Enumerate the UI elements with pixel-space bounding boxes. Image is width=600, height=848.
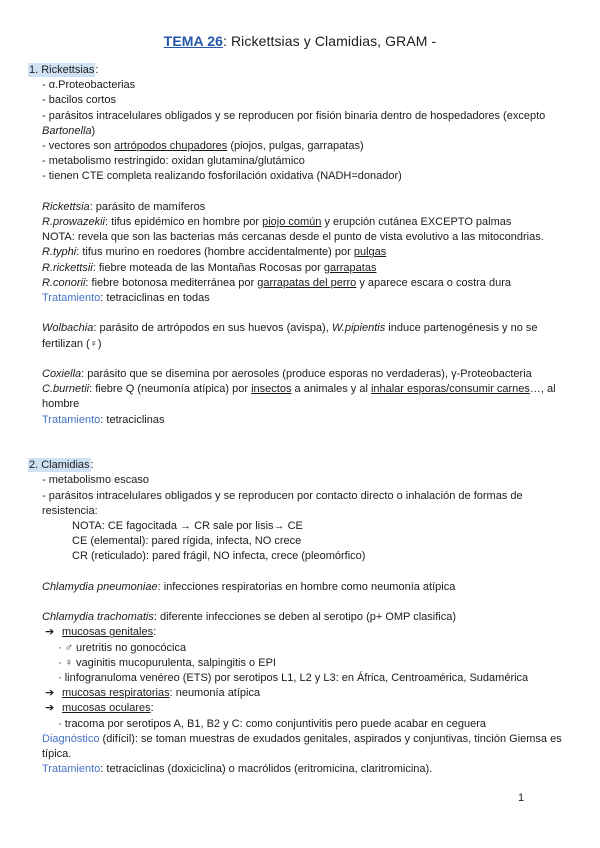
text-segment: : parásito de artrópodos en sus huevos (avispa), — [93, 322, 332, 335]
section-heading-rickettsias — [28, 63, 574, 78]
text-line — [28, 686, 574, 701]
text-segment: : tifus murino en roedores (hombre accidentalmente) por — [76, 246, 354, 259]
diagnosis-line — [28, 732, 574, 762]
text-segment: mucosas oculares — [62, 702, 151, 715]
text-segment: garrapatas del perro — [257, 276, 357, 289]
page-title — [0, 0, 600, 49]
text-segment: : neumonía atípica — [169, 687, 261, 700]
arrow-bullet-icon: ➔ — [45, 626, 55, 639]
text-line — [28, 701, 574, 716]
text-line — [28, 641, 574, 656]
text-segment: Chlamydia pneumoniae — [42, 580, 158, 593]
text-line — [28, 610, 574, 625]
page-number: 1 — [518, 792, 525, 804]
arrow-bullet-icon: ➔ — [45, 702, 55, 715]
text-segment: · ♂ uretritis no gonocócica — [58, 641, 187, 654]
blank-line — [28, 428, 574, 443]
text-line — [28, 519, 574, 534]
text-line — [28, 717, 574, 732]
text-segment: - parásitos intracelulares obligados y se reproducen por contacto directo o inhalación de formas de resistencia: — [42, 489, 526, 517]
text-segment: Tratamiento — [42, 763, 101, 776]
text-segment: CE (elemental): pared rígida, infecta, NO crece — [72, 535, 302, 548]
text-line — [28, 489, 574, 519]
text-segment: mucosas genitales — [62, 626, 154, 639]
text-segment: - bacilos cortos — [42, 94, 116, 107]
blank-line — [28, 352, 574, 367]
text-line — [28, 169, 574, 184]
text-segment: : tetraciclinas (doxiciclina) o macrólidos (eritromicina, claritromicina). — [100, 763, 433, 776]
document-body — [0, 49, 600, 777]
text-segment: · linfogranuloma venéreo (ETS) por serotipos L1, L2 y L3: en África, Centroamérica, Sudamérica — [58, 672, 529, 685]
blank-line — [28, 185, 574, 200]
text-segment: : fiebre botonosa mediterránea por — [85, 276, 258, 289]
text-segment: - α.Proteobacterias — [42, 79, 136, 92]
text-segment: : parásito que se disemina por aerosoles (produce esporas no verdaderas), γ-Proteobacteria — [81, 368, 532, 381]
text-segment: R.typhi — [42, 246, 77, 259]
text-segment: 1. Rickettsias — [29, 64, 95, 76]
text-segment: insectos — [251, 383, 292, 396]
text-segment: NOTA: revela que son las bacterias más cercanas desde el punto de vista evolutivo a las mitocondrias. — [42, 231, 544, 244]
text-segment: a animales y al — [291, 383, 371, 396]
text-segment: piojo común — [262, 216, 322, 229]
text-line — [28, 154, 574, 169]
text-line — [28, 230, 574, 245]
text-line — [28, 78, 574, 93]
text-segment: : parásito de mamíferos — [89, 200, 206, 213]
text-segment: CR (reticulado): pared frágil, NO infecta, crece (pleomórfico) — [72, 550, 366, 563]
treatment-line — [28, 762, 574, 777]
text-segment: : tetraciclinas — [100, 413, 165, 426]
text-line — [28, 321, 574, 351]
text-segment: mucosas respiratorias — [62, 687, 170, 700]
text-line — [28, 93, 574, 108]
text-line — [28, 276, 574, 291]
text-segment: : diferente infecciones se deben al serotipo (p+ OMP clasifica) — [153, 611, 457, 624]
text-segment: - vectores son — [42, 140, 115, 153]
text-line — [28, 200, 574, 215]
text-segment: : fiebre Q (neumonía atípica) por — [89, 383, 252, 396]
text-segment: Tratamiento — [42, 292, 101, 305]
text-line — [28, 473, 574, 488]
text-segment: : tifus epidémico en hombre por — [104, 216, 263, 229]
text-segment: artrópodos chupadores — [114, 140, 228, 153]
blank-line — [28, 595, 574, 610]
text-segment: 2. Clamidias — [29, 459, 90, 472]
text-segment: garrapatas — [323, 261, 377, 274]
text-line — [28, 580, 574, 595]
text-segment: NOTA: CE fagocitada → CR sale por lisis→ CE — [72, 520, 303, 533]
text-segment: y erupción cutánea EXCEPTO palmas — [321, 216, 512, 229]
text-segment: y aparece escara o costra dura — [356, 276, 511, 289]
text-segment: : infecciones respiratorias en hombre como neumonía atípica — [157, 580, 456, 593]
text-segment: pulgas — [353, 246, 387, 259]
text-segment: : — [95, 64, 99, 76]
text-segment: : fiebre moteada de las Montañas Rocosas por — [92, 261, 324, 274]
text-segment: · ♀ vaginitis mucopurulenta, salpingitis o EPI — [58, 656, 276, 669]
text-line — [28, 656, 574, 671]
text-segment: ) — [91, 124, 96, 137]
text-line — [28, 367, 574, 382]
text-segment: : tetraciclinas en todas — [100, 292, 210, 305]
blank-line — [28, 565, 574, 580]
text-segment: induce partenogénesis y no se fertilizan (♀) — [42, 322, 541, 350]
arrow-bullet-icon: ➔ — [45, 687, 55, 700]
text-segment: (piojos, pulgas, garrapatas) — [227, 140, 364, 153]
text-segment: …, al hombre — [42, 383, 559, 411]
text-line — [28, 261, 574, 276]
text-segment: Coxiella — [42, 368, 82, 381]
text-line — [28, 215, 574, 230]
treatment-line — [28, 291, 574, 306]
text-segment: Rickettsia — [42, 200, 90, 213]
text-segment: C.burnetii — [42, 383, 90, 396]
text-segment: : — [153, 626, 157, 639]
blank-line — [28, 443, 574, 458]
text-segment: - metabolismo escaso — [42, 474, 149, 487]
text-segment: - parásitos intracelulares obligados y se reproducen por fisión binaria dentro de hospedadores (excepto — [42, 109, 549, 122]
text-line — [28, 245, 574, 260]
text-segment: Chlamydia trachomatis — [42, 611, 154, 624]
text-segment: : — [150, 702, 154, 715]
text-segment: Wolbachia — [42, 322, 94, 335]
blank-line — [28, 306, 574, 321]
text-segment: - metabolismo restringido: oxidan glutamina/glutámico — [42, 155, 305, 168]
document-lines — [28, 63, 574, 777]
title-rest: : Rickettsias y Clamidias, GRAM - — [222, 33, 437, 49]
section-heading-clamidias — [28, 458, 574, 473]
treatment-line — [28, 413, 574, 428]
text-segment: R.prowazekii — [42, 216, 105, 229]
text-segment: : — [90, 459, 94, 472]
text-segment: R.conorii — [42, 276, 86, 289]
text-line — [28, 549, 574, 564]
text-segment: (difícil): se toman muestras de exudados genitales, aspirados y conjuntivas, tinción Giemsa es típica. — [42, 732, 565, 761]
text-segment: Bartonella — [42, 124, 92, 137]
text-line — [28, 534, 574, 549]
text-segment: · tracoma por serotipos A, B1, B2 y C: como conjuntivitis pero puede acabar en ceguera — [58, 717, 487, 730]
text-segment: R.rickettsii — [42, 261, 93, 274]
text-segment: Tratamiento — [42, 413, 101, 426]
text-line — [28, 139, 574, 154]
text-line — [28, 382, 574, 412]
text-line — [28, 625, 574, 640]
text-segment: inhalar esporas/consumir carnes — [370, 383, 530, 396]
text-segment: - tienen CTE completa realizando fosforilación oxidativa (NADH=donador) — [42, 170, 402, 183]
text-segment: W.pipientis — [331, 322, 386, 335]
text-segment: Diagnóstico — [42, 732, 100, 745]
title-tema-link: TEMA 26 — [163, 33, 223, 49]
text-line — [28, 109, 574, 139]
text-line — [28, 671, 574, 686]
